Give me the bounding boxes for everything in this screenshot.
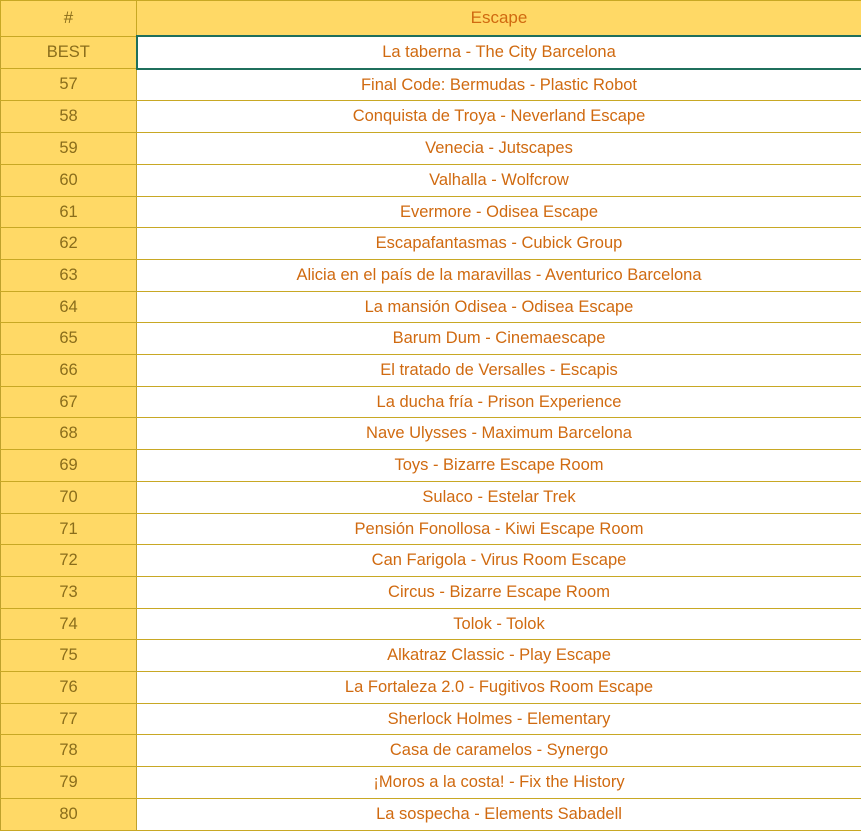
table-row[interactable] — [1, 36, 861, 69]
cell-escape-name[interactable]: Evermore - Odisea Escape — [137, 196, 861, 228]
table-row[interactable] — [1, 513, 861, 545]
cell-rank-number[interactable]: 62 — [1, 228, 137, 260]
cell-rank-number[interactable]: 66 — [1, 355, 137, 387]
table-row[interactable] — [1, 164, 861, 196]
cell-rank-number[interactable]: 57 — [1, 69, 137, 101]
cell-escape-name[interactable]: Sherlock Holmes - Elementary — [137, 703, 861, 735]
cell-rank-number[interactable]: 68 — [1, 418, 137, 450]
cell-rank-number[interactable]: 70 — [1, 481, 137, 513]
table-row[interactable] — [1, 608, 861, 640]
cell-escape-name[interactable]: La mansión Odisea - Odisea Escape — [137, 291, 861, 323]
cell-rank-number[interactable]: 65 — [1, 323, 137, 355]
cell-rank-number[interactable]: 71 — [1, 513, 137, 545]
cell-rank-number[interactable]: 72 — [1, 545, 137, 577]
cell-escape-name[interactable]: Circus - Bizarre Escape Room — [137, 576, 861, 608]
cell-escape-name[interactable]: La Fortaleza 2.0 - Fugitivos Room Escape — [137, 672, 861, 704]
cell-escape-name[interactable]: Alkatraz Classic - Play Escape — [137, 640, 861, 672]
table-header — [1, 1, 861, 37]
table-row[interactable] — [1, 703, 861, 735]
table-row[interactable] — [1, 323, 861, 355]
table-row[interactable] — [1, 355, 861, 387]
cell-escape-name[interactable]: Final Code: Bermudas - Plastic Robot — [137, 69, 861, 101]
cell-escape-name[interactable]: Sulaco - Estelar Trek — [137, 481, 861, 513]
cell-rank-number[interactable]: 74 — [1, 608, 137, 640]
table-row[interactable] — [1, 259, 861, 291]
cell-rank-number[interactable]: 77 — [1, 703, 137, 735]
table-row[interactable] — [1, 133, 861, 165]
cell-rank-number[interactable]: 58 — [1, 101, 137, 133]
cell-rank-number[interactable]: 67 — [1, 386, 137, 418]
cell-escape-name[interactable]: La sospecha - Elements Sabadell — [137, 798, 861, 830]
table-row[interactable] — [1, 481, 861, 513]
cell-escape-name[interactable]: Valhalla - Wolfcrow — [137, 164, 861, 196]
cell-escape-name[interactable]: Tolok - Tolok — [137, 608, 861, 640]
cell-escape-name[interactable]: Conquista de Troya - Neverland Escape — [137, 101, 861, 133]
cell-escape-name[interactable]: Venecia - Jutscapes — [137, 133, 861, 165]
table-row[interactable] — [1, 672, 861, 704]
table-row[interactable] — [1, 101, 861, 133]
cell-escape-name[interactable]: Toys - Bizarre Escape Room — [137, 450, 861, 482]
table-row[interactable] — [1, 640, 861, 672]
cell-escape-name[interactable]: Alicia en el país de la maravillas - Aventurico Barcelona — [137, 259, 861, 291]
cell-rank-number[interactable]: 73 — [1, 576, 137, 608]
table-row[interactable] — [1, 418, 861, 450]
cell-rank-number[interactable]: 79 — [1, 767, 137, 799]
cell-rank-number[interactable]: 64 — [1, 291, 137, 323]
cell-rank-number[interactable]: 69 — [1, 450, 137, 482]
cell-escape-name[interactable]: La taberna - The City Barcelona — [137, 36, 861, 69]
cell-escape-name[interactable]: ¡Moros a la costa! - Fix the History — [137, 767, 861, 799]
cell-rank-number[interactable]: 61 — [1, 196, 137, 228]
cell-rank-number[interactable]: 63 — [1, 259, 137, 291]
cell-rank-number[interactable]: 60 — [1, 164, 137, 196]
table-row[interactable] — [1, 576, 861, 608]
cell-rank-number[interactable]: BEST — [1, 36, 137, 69]
table-body — [1, 36, 861, 830]
table-row[interactable] — [1, 798, 861, 830]
cell-rank-number[interactable]: 80 — [1, 798, 137, 830]
cell-escape-name[interactable]: El tratado de Versalles - Escapis — [137, 355, 861, 387]
table-row[interactable] — [1, 69, 861, 101]
cell-escape-name[interactable]: Can Farigola - Virus Room Escape — [137, 545, 861, 577]
table-row[interactable] — [1, 228, 861, 260]
header-row — [1, 1, 861, 37]
cell-escape-name[interactable]: Nave Ulysses - Maximum Barcelona — [137, 418, 861, 450]
cell-rank-number[interactable]: 59 — [1, 133, 137, 165]
cell-escape-name[interactable]: Escapafantasmas - Cubick Group — [137, 228, 861, 260]
table-row[interactable] — [1, 767, 861, 799]
cell-escape-name[interactable]: La ducha fría - Prison Experience — [137, 386, 861, 418]
table-row[interactable] — [1, 450, 861, 482]
cell-escape-name[interactable]: Barum Dum - Cinemaescape — [137, 323, 861, 355]
table-row[interactable] — [1, 291, 861, 323]
cell-escape-name[interactable]: Pensión Fonollosa - Kiwi Escape Room — [137, 513, 861, 545]
column-header-escape[interactable]: Escape — [137, 1, 861, 37]
table-row[interactable] — [1, 196, 861, 228]
table-row[interactable] — [1, 386, 861, 418]
table-row[interactable] — [1, 545, 861, 577]
column-header-number[interactable]: # — [1, 1, 137, 37]
cell-rank-number[interactable]: 78 — [1, 735, 137, 767]
cell-rank-number[interactable]: 75 — [1, 640, 137, 672]
cell-escape-name[interactable]: Casa de caramelos - Synergo — [137, 735, 861, 767]
cell-rank-number[interactable]: 76 — [1, 672, 137, 704]
table-row[interactable] — [1, 735, 861, 767]
